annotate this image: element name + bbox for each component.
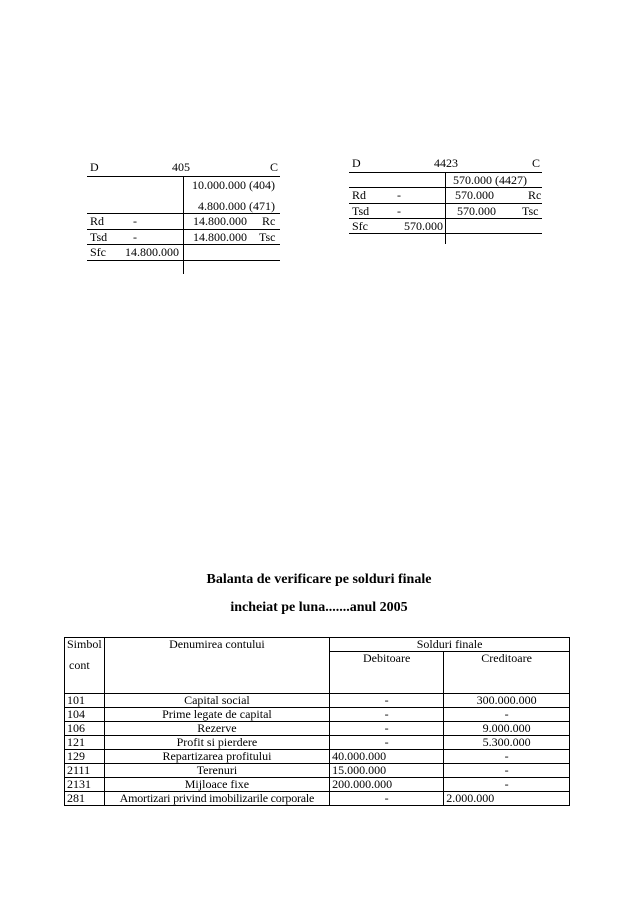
credit-cell: 300.000.000 (444, 694, 570, 708)
debit-cell: - (330, 722, 444, 736)
tsd-credit: 14.800.000 (193, 230, 247, 244)
symbol-header (65, 638, 105, 694)
debit-cell: 200.000.000 (330, 778, 444, 792)
tsc-label: Tsc (522, 204, 539, 218)
name-cell: Prime legate de capital (104, 708, 329, 722)
tsd-credit: 570.000 (457, 204, 496, 218)
debit-label: D (90, 160, 99, 174)
credit-header: Creditoare (444, 652, 570, 694)
name-cell: Profit si pierdere (104, 736, 329, 750)
debit-cell: - (330, 708, 444, 722)
tsd-debit: - (133, 230, 137, 244)
tsd-label: Tsd (352, 204, 370, 218)
debit-header: Debitoare (330, 652, 444, 694)
table-row (65, 778, 570, 792)
cont-cell: 2111 (65, 764, 105, 778)
credit-cell: 9.000.000 (444, 722, 570, 736)
credit-cell: - (444, 778, 570, 792)
rule-line (349, 233, 542, 234)
rule-line (87, 260, 280, 261)
credit-cell: 2.000.000 (444, 792, 570, 806)
debit-cell: 15.000.000 (330, 764, 444, 778)
rc-label: Rc (528, 188, 542, 202)
name-cell: Capital social (104, 694, 329, 708)
sfc-label: Sfc (90, 245, 106, 259)
credit-cell: 5.300.000 (444, 736, 570, 750)
credit-label: C (532, 156, 541, 170)
rule-line (87, 244, 280, 245)
cont-cell: 281 (65, 792, 105, 806)
cont-cell: 101 (65, 694, 105, 708)
cont-cell: 121 (65, 736, 105, 750)
rd-credit: 570.000 (455, 188, 494, 202)
symbol-header-line1: Simbol (67, 637, 102, 651)
credit-cell: - (444, 750, 570, 764)
rd-debit: - (397, 188, 401, 202)
credit-cell: - (444, 764, 570, 778)
rule-line (87, 213, 280, 214)
sfc-value: 14.800.000 (125, 245, 179, 259)
account-number: 405 (172, 160, 190, 174)
debit-label: D (352, 156, 361, 170)
table-row (65, 694, 570, 708)
rule-line (349, 218, 542, 219)
debit-cell: 40.000.000 (330, 750, 444, 764)
credit-label: C (270, 160, 279, 174)
sfc-label: Sfc (352, 219, 368, 233)
rule-line (349, 187, 542, 188)
name-header: Denumirea contului (104, 638, 329, 694)
rd-credit: 14.800.000 (193, 214, 247, 228)
symbol-header-line2: cont (69, 658, 90, 672)
rule-line (87, 229, 280, 230)
balance-table (64, 637, 570, 806)
balance-subtitle: incheiat pe luna.......anul 2005 (230, 600, 408, 615)
name-cell: Repartizarea profitului (104, 750, 329, 764)
account-number: 4423 (434, 156, 458, 170)
table-row (65, 708, 570, 722)
table-row (65, 764, 570, 778)
cont-cell: 104 (65, 708, 105, 722)
table-row (65, 792, 570, 806)
credit-entry: 4.800.000 (471) (198, 199, 275, 213)
rd-debit: - (133, 214, 137, 228)
tsc-label: Tsc (259, 230, 276, 244)
name-cell: Terenuri (104, 764, 329, 778)
credit-entry: 10.000.000 (404) (192, 178, 275, 192)
tsd-debit: - (397, 204, 401, 218)
table-header-row (65, 638, 570, 652)
table-row (65, 750, 570, 764)
tsd-label: Tsd (90, 230, 108, 244)
rd-label: Rd (90, 214, 105, 228)
debit-cell: - (330, 736, 444, 750)
sfc-value: 570.000 (404, 219, 443, 233)
cont-cell: 129 (65, 750, 105, 764)
rc-label: Rc (262, 214, 276, 228)
cont-cell: 2131 (65, 778, 105, 792)
balances-header: Solduri finale (330, 638, 570, 652)
name-cell: Amortizari privind imobilizarile corporale (104, 792, 329, 806)
table-row (65, 736, 570, 750)
table-row (65, 722, 570, 736)
debit-cell: - (330, 792, 444, 806)
balance-title: Balanta de verificare pe solduri finale (206, 572, 432, 587)
rule-line (349, 203, 542, 204)
credit-entry: 570.000 (4427) (453, 173, 527, 187)
debit-cell: - (330, 694, 444, 708)
name-cell: Rezerve (104, 722, 329, 736)
cont-cell: 106 (65, 722, 105, 736)
rd-label: Rd (352, 188, 367, 202)
name-cell: Mijloace fixe (104, 778, 329, 792)
credit-cell: - (444, 708, 570, 722)
